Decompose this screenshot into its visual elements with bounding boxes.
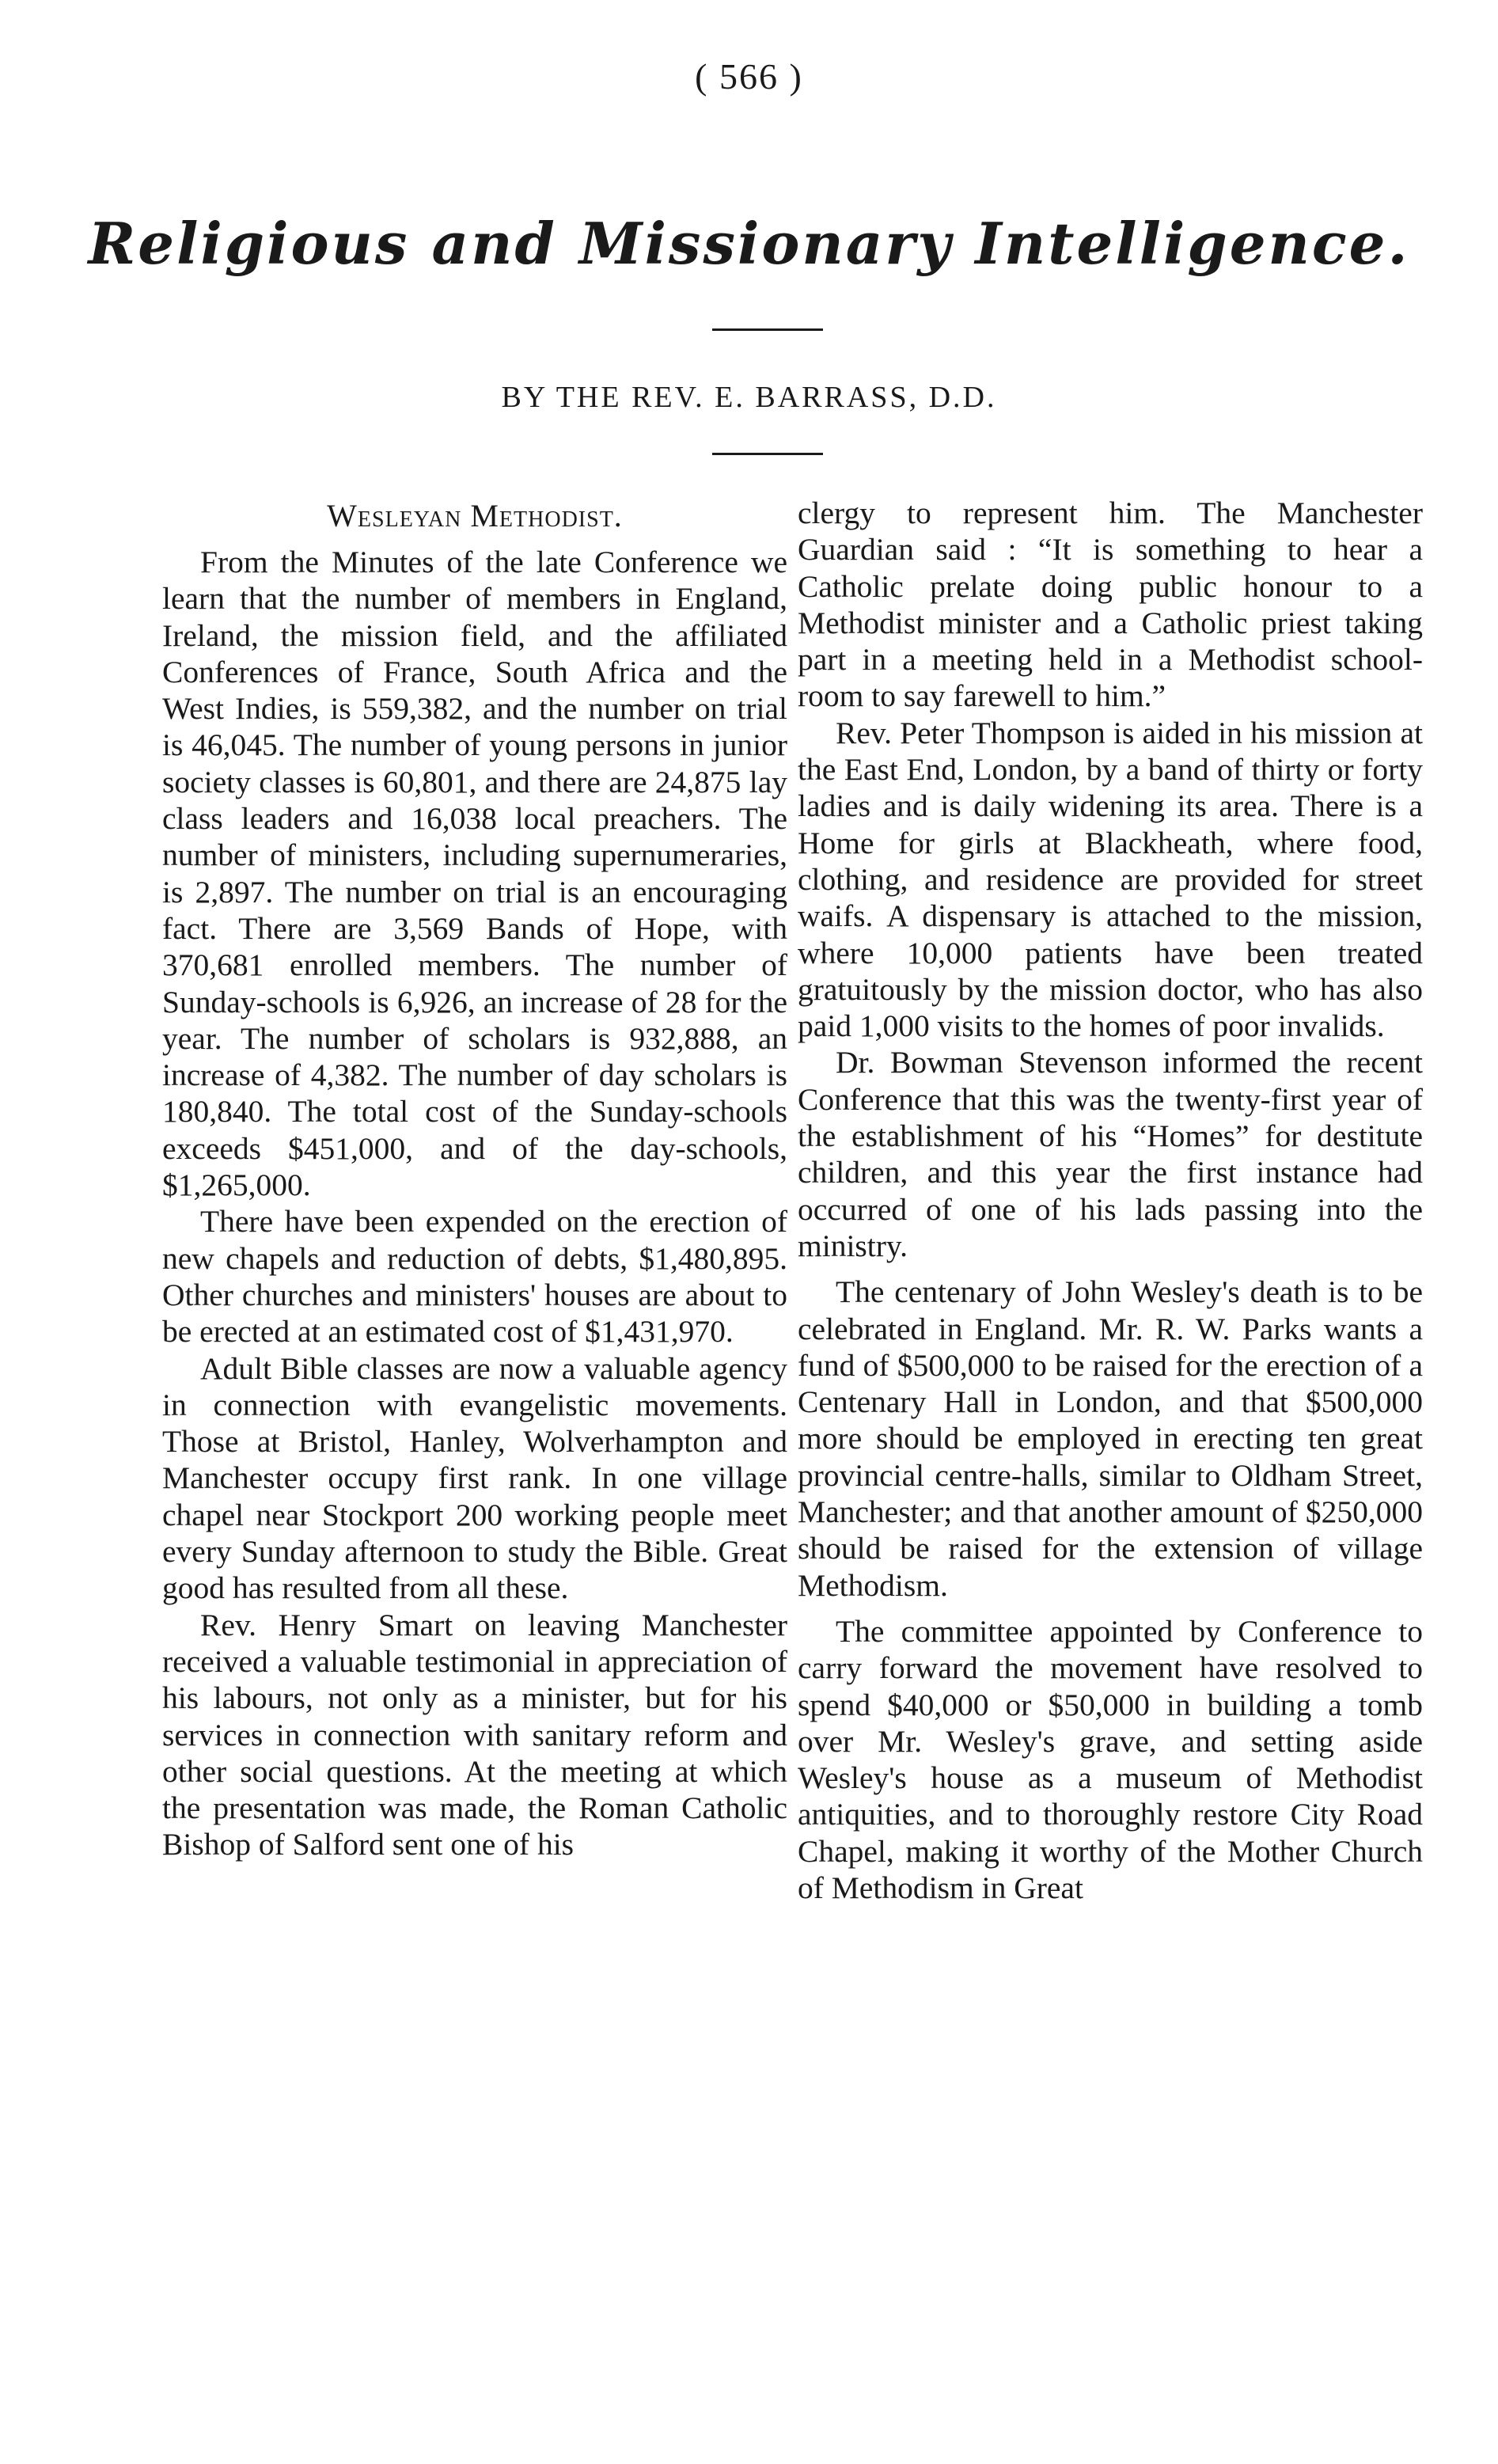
divider-rule [712, 328, 823, 331]
paragraph-continuation: clergy to represent him. The Manchester Guardian said : “It is something to hear a Catholic prelate doing public honour to a Methodist minister and a Catholic priest taking part in a meeting held in a Methodist school-room to say farewell to him.” [798, 495, 1423, 714]
paragraph: The centenary of John Wesley's death is to be celebrated in England. Mr. R. W. Parks wants a fund of $500,000 to be raised for the erection of a Centenary Hall in London, and that $500,000 more should be employed in erecting ten great provincial centre-halls, similar to Oldham Street, Manchester; and that another amount of $250,000 should be raised for the extension of village Methodism. [798, 1274, 1423, 1603]
paragraph: Dr. Bowman Stevenson informed the recent Conference that this was the twenty-first year of the establishment of his “Homes” for destitute children, and this year the first instance had occurred of one of his lads passing into the ministry. [798, 1045, 1423, 1263]
divider-rule [712, 453, 823, 455]
paragraph: There have been expended on the erection of new chapels and reduction of debts, $1,480,895. Other churches and ministers' houses are about to be erected at an estimated cost of $1,431,970. [162, 1204, 787, 1350]
left-column [162, 495, 787, 1863]
column-heading: Wesleyan Methodist. [327, 498, 623, 533]
paragraph: Rev. Peter Thompson is aided in his mission at the East End, London, by a band of thirty or forty ladies and is daily widening its area. There is a Home for girls at Blackheath, where food, clothing, and residence are provided for street waifs. A dispensary is attached to the mission, where 10,000 patients have been treated gratuitously by the mission doctor, who has also paid 1,000 visits to the homes of poor invalids. [798, 715, 1423, 1044]
page-number: ( 566 ) [695, 56, 803, 97]
paragraph: Adult Bible classes are now a valuable agency in connection with evangelistic movements. Those at Bristol, Hanley, Wolverhampton and Manchester occupy first rank. In one village chapel near Stockport 200 working people meet every Sunday afternoon to study the Bible. Great good has resulted from all these. [162, 1350, 787, 1606]
section-title: Religious and Missionary Intelligence. [88, 210, 1410, 277]
paragraph: The committee appointed by Conference to carry forward the movement have resolved to spend $40,000 or $50,000 in building a tomb over Mr. Wesley's grave, and setting aside Wesley's house as a museum of Methodist antiquities, and to thoroughly restore City Road Chapel, making it worthy of the Mother Church of Methodism in Great [798, 1613, 1423, 1905]
paragraph: From the Minutes of the late Conference we learn that the number of members in England, Ireland, the mission field, and the affiliated Conferences of France, South Africa and the West Indies, is 559,382, and the number on trial is 46,045. The number of young persons in junior society classes is 60,801, and there are 24,875 lay class leaders and 16,038 local preachers. The number of ministers, including supernumeraries, is 2,897. The number on trial is an encouraging fact. There are 3,569 Bands of Hope, with 370,681 enrolled members. The number of Sunday-schools is 6,926, an increase of 28 for the year. The number of scholars is 932,888, an increase of 4,382. The number of day scholars is 180,840. The total cost of the Sunday-schools exceeds $451,000, and of the day-schools, $1,265,000. [162, 545, 787, 1203]
right-column [798, 495, 1423, 1906]
byline: BY THE REV. E. BARRASS, D.D. [501, 381, 997, 414]
paragraph: Rev. Henry Smart on leaving Manchester received a valuable testimonial in appreciation of his labours, not only as a minister, but for his services in connection with sanitary reform and other social questions. At the meeting at which the presentation was made, the Roman Catholic Bishop of Salford sent one of his [162, 1607, 787, 1862]
